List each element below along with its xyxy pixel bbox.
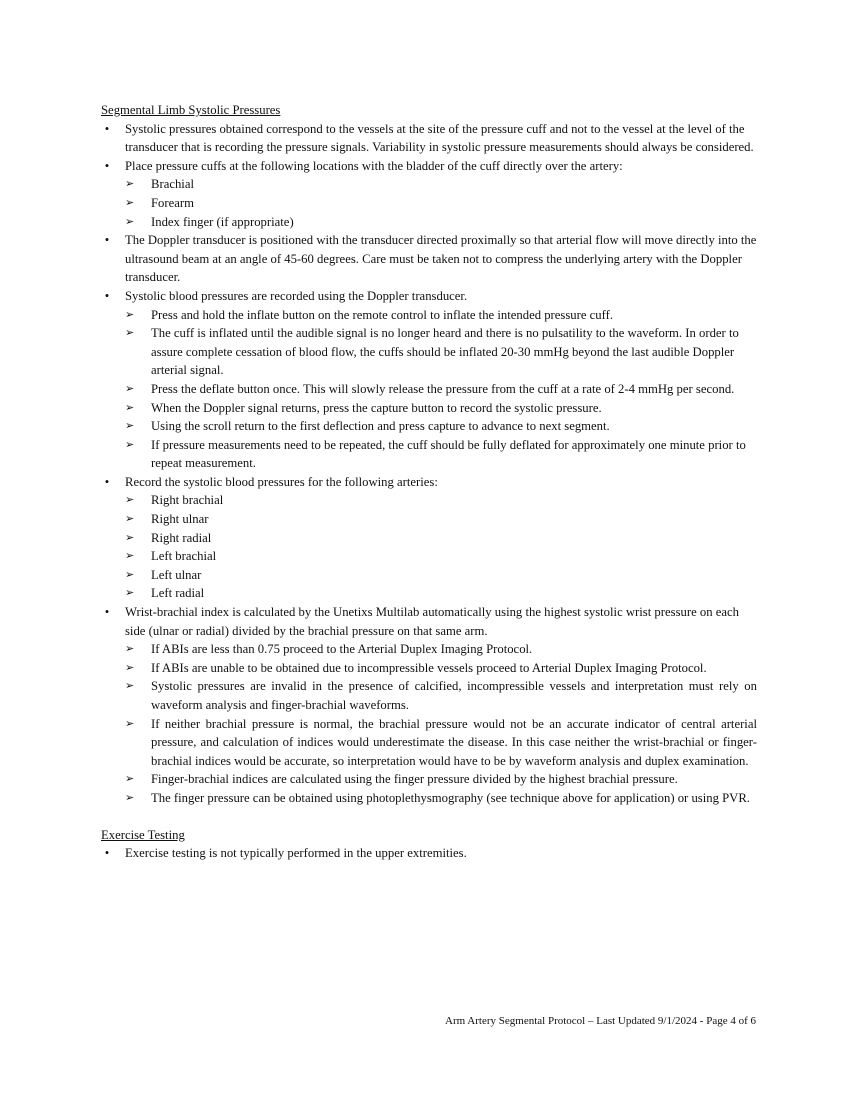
sub-item-text: Forearm — [151, 195, 194, 210]
sub-item-text: Left ulnar — [151, 567, 202, 582]
arrow-bullet-icon: ➢ — [125, 494, 135, 507]
arrow-bullet-icon: ➢ — [125, 661, 135, 674]
sub-item — [125, 659, 757, 678]
bullet-marker-icon: • — [104, 233, 110, 248]
arrow-bullet-icon: ➢ — [125, 420, 135, 433]
arrow-bullet-icon: ➢ — [125, 382, 135, 395]
bullet-marker-icon: • — [104, 846, 110, 861]
arrow-bullet-icon: ➢ — [125, 196, 135, 209]
sub-item — [125, 399, 757, 418]
bullet-text: Record the systolic blood pressures for the following arteries: — [125, 474, 438, 489]
sub-item — [125, 770, 757, 789]
sub-item-text: If pressure measurements need to be repeated, the cuff should be fully deflated for approximately one minute prior to repeat measurement. — [151, 437, 746, 471]
bullet-item — [101, 603, 757, 808]
arrow-bullet-icon: ➢ — [125, 587, 135, 600]
arrow-bullet-icon: ➢ — [125, 178, 135, 191]
sub-item — [125, 491, 757, 510]
sub-list — [125, 306, 757, 473]
bullet-marker-icon: • — [104, 474, 110, 489]
bullet-item — [101, 844, 757, 863]
arrow-bullet-icon: ➢ — [125, 680, 135, 693]
bullet-item — [101, 157, 757, 231]
bullet-item — [101, 287, 757, 473]
sub-item-text: Finger-brachial indices are calculated using the finger pressure divided by the highest brachial pressure. — [151, 772, 678, 787]
sub-item-text: Press and hold the inflate button on the remote control to inflate the intended pressure cuff. — [151, 307, 614, 322]
sub-list — [125, 491, 757, 603]
arrow-bullet-icon: ➢ — [125, 513, 135, 526]
sub-item — [125, 584, 757, 603]
bullet-marker-icon: • — [104, 158, 110, 173]
sub-item — [125, 529, 757, 548]
sub-item-text: Left brachial — [151, 549, 217, 564]
sub-item-text: When the Doppler signal returns, press the capture button to record the systolic pressure. — [151, 400, 602, 415]
sub-item-text: Brachial — [151, 177, 194, 192]
bullet-item — [101, 231, 757, 287]
bullet-item — [101, 473, 757, 603]
sub-item — [125, 324, 757, 380]
arrow-bullet-icon: ➢ — [125, 215, 135, 228]
arrow-bullet-icon: ➢ — [125, 531, 135, 544]
bullet-text: Wrist-brachial index is calculated by the Unetixs Multilab automatically using the highest systolic wrist pressure on each side (ulnar or radial) divided by the brachial pressure on that same arm. — [125, 605, 739, 638]
arrow-bullet-icon: ➢ — [125, 401, 135, 414]
sub-item — [125, 213, 757, 232]
sub-item — [125, 547, 757, 566]
sub-list — [125, 640, 757, 807]
sub-item — [125, 194, 757, 213]
sub-item-text: Right brachial — [151, 493, 224, 508]
sub-item-text: The cuff is inflated until the audible signal is no longer heard and there is no pulsatility to the waveform. In order to assure complete cessation of blood flow, the cuffs should be inflated 20-30 mmHg beyond the last audible Doppler arterial signal. — [151, 326, 739, 378]
sub-item-text: Right ulnar — [151, 512, 209, 527]
sub-item — [125, 789, 757, 808]
sub-item-text: If neither brachial pressure is normal, the brachial pressure would not be an accurate indicator of central arterial pressure, and calculation of indices would underestimate the disease. In this case neither the wrist-brachial or finger-brachial indices would be accurate, so interpretation would have to be by waveform analysis and duplex examination. — [151, 716, 757, 768]
exercise-testing-list — [101, 844, 757, 863]
sub-item-text: Press the deflate button once. This will slowly release the pressure from the cuff at a rate of 2-4 mmHg per second. — [151, 381, 735, 396]
sub-item-text: Using the scroll return to the first deflection and press capture to advance to next segment. — [151, 419, 610, 434]
bullet-text: Place pressure cuffs at the following locations with the bladder of the cuff directly over the artery: — [125, 158, 623, 173]
section-heading-segmental-pressures: Segmental Limb Systolic Pressures — [101, 103, 281, 117]
segmental-pressures-list — [101, 120, 757, 808]
bullet-text: Exercise testing is not typically performed in the upper extremities. — [125, 846, 467, 861]
section-heading-exercise-testing: Exercise Testing — [101, 827, 185, 842]
sub-item-text: Systolic pressures are invalid in the presence of calcified, incompressible vessels and interpretation must rely on waveform analysis and finger-brachial waveforms. — [151, 679, 757, 712]
sub-item-text: If ABIs are unable to be obtained due to incompressible vessels proceed to Arterial Duplex Imaging Protocol. — [151, 660, 707, 675]
arrow-bullet-icon: ➢ — [125, 438, 135, 451]
bullet-text: The Doppler transducer is positioned with the transducer directed proximally so that arterial flow will move directly into the ultrasound beam at an angle of 45-60 degrees. Care must be taken not to compress the underlying artery with the Doppler transducer. — [125, 233, 757, 285]
arrow-bullet-icon: ➢ — [125, 327, 135, 340]
sub-item-text: Left radial — [151, 586, 205, 601]
sub-item — [125, 640, 757, 659]
page-footer: Arm Artery Segmental Protocol – Last Updated 9/1/2024 - Page 4 of 6 — [445, 1015, 756, 1027]
sub-item — [125, 175, 757, 194]
sub-item-text: Index finger (if appropriate) — [151, 214, 294, 229]
sub-item — [125, 436, 757, 473]
sub-item — [125, 677, 757, 714]
bullet-text: Systolic blood pressures are recorded using the Doppler transducer. — [125, 288, 468, 303]
bullet-marker-icon: • — [104, 288, 110, 303]
sub-item — [125, 510, 757, 529]
arrow-bullet-icon: ➢ — [125, 791, 135, 804]
sub-item — [125, 306, 757, 325]
bullet-marker-icon: • — [104, 605, 110, 620]
bullet-item — [101, 120, 757, 157]
arrow-bullet-icon: ➢ — [125, 308, 135, 321]
bullet-text: Systolic pressures obtained correspond to the vessels at the site of the pressure cuff and not to the vessel at the level of the transducer that is recording the pressure signals. Variability in systolic pressure measurements should always be considered. — [125, 121, 754, 155]
bullet-marker-icon: • — [104, 121, 110, 136]
section-spacer — [101, 808, 757, 826]
sub-list — [125, 175, 757, 231]
arrow-bullet-icon: ➢ — [125, 550, 135, 563]
sub-item — [125, 417, 757, 436]
arrow-bullet-icon: ➢ — [125, 773, 135, 786]
arrow-bullet-icon: ➢ — [125, 568, 135, 581]
sub-item — [125, 566, 757, 585]
sub-item-text: Right radial — [151, 530, 212, 545]
arrow-bullet-icon: ➢ — [125, 643, 135, 656]
arrow-bullet-icon: ➢ — [125, 717, 135, 730]
sub-item — [125, 380, 757, 399]
sub-item — [125, 715, 757, 771]
page-content — [101, 101, 757, 863]
sub-item-text: The finger pressure can be obtained using photoplethysmography (see technique above for application) or using PVR. — [151, 790, 750, 805]
sub-item-text: If ABIs are less than 0.75 proceed to the Arterial Duplex Imaging Protocol. — [151, 642, 533, 657]
